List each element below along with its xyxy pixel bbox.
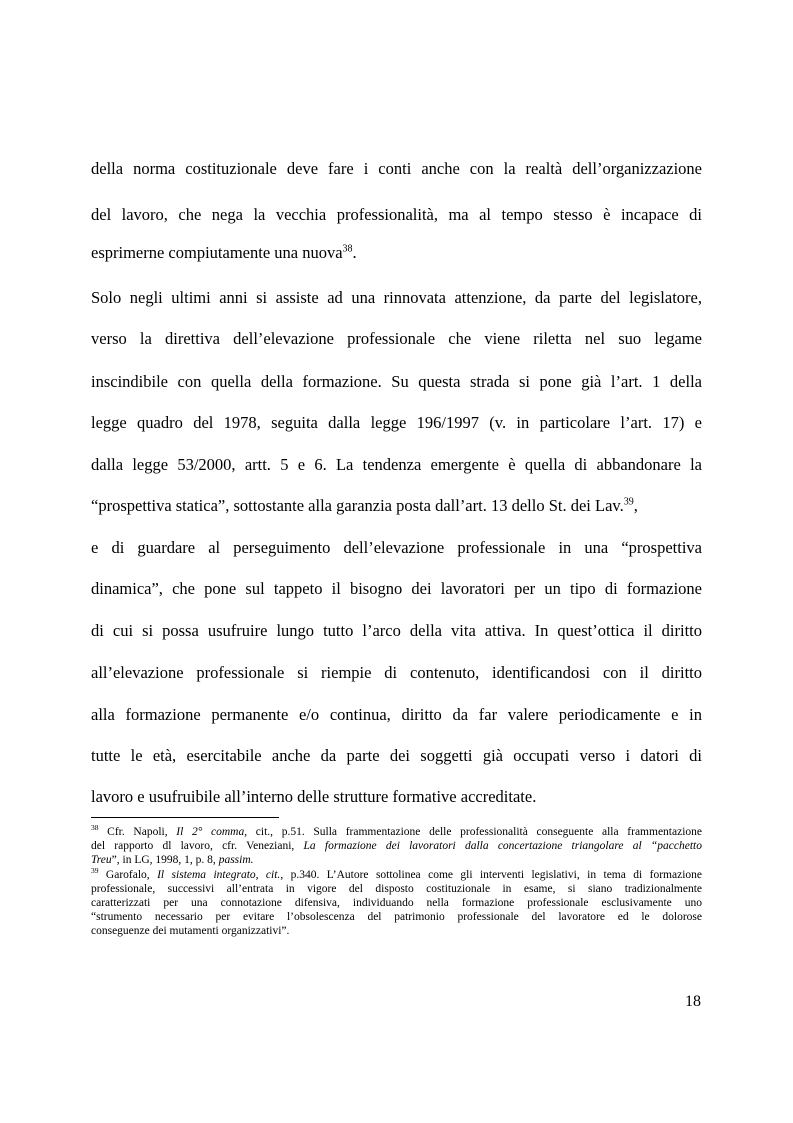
footnote-38-line-3 <box>91 853 702 867</box>
body-line-9 <box>91 496 705 516</box>
footnote-39-line-3: caratterizzati per una connotazione difensiva, individuando nella formazione professionale esclusivamente uno <box>91 897 702 909</box>
body-line-5: verso la direttiva dell’elevazione professionale che viene riletta nel suo legame <box>91 329 702 348</box>
footnote-38-number: 38 <box>91 825 99 833</box>
body-line-16: lavoro e usufruibile all’interno delle strutture formative accreditate. <box>91 787 537 806</box>
body-line-1: della norma costituzionale deve fare i conti anche con la realtà dell’organizzazione <box>91 159 702 178</box>
footnote-separator <box>91 817 279 818</box>
page-number: 18 <box>685 993 701 1010</box>
footnote-38-line-1 <box>91 825 702 839</box>
body-line-2: del lavoro, che nega la vecchia professionalità, ma al tempo stesso è incapace di <box>91 205 702 224</box>
footnote-39-line-1 <box>91 868 702 882</box>
footnote-38-line-2 <box>91 839 702 853</box>
body-line-13: all’elevazione professionale si riempie di contenuto, identificandosi con il diritto <box>91 663 702 682</box>
footnote-ref-38: 38 <box>342 243 353 255</box>
fn39-a2: Il sistema integrato, cit. <box>157 869 281 881</box>
fn38-a3: cit., p.51. Sulla frammentazione delle professionalità conseguente alla frammentazione <box>247 826 702 838</box>
fn38-a2: Il 2° comma, <box>176 826 248 838</box>
fn38-b1: del rapporto dl lavoro, cfr. Veneziani, <box>91 840 304 852</box>
footnote-39-number: 39 <box>91 868 99 876</box>
footnote-39-line-5: conseguenze dei mutamenti organizzativi”. <box>91 925 290 937</box>
footnote-39-line-4: “strumento necessario per evitare l’obsolescenza del patrimonio professionale del lavoratore ed le dolorose <box>91 911 702 923</box>
body-line-4: Solo negli ultimi anni si assiste ad una rinnovata attenzione, da parte del legislatore, <box>91 288 702 307</box>
body-line-10: e di guardare al perseguimento dell’elevazione professionale in una “prospettiva <box>91 538 702 557</box>
body-line-15: tutte le età, esercitabile anche da parte dei soggetti già occupati verso i datori di <box>91 746 702 765</box>
body-line-9-end: , <box>633 496 638 515</box>
fn39-a3: , p.340. L’Autore sottolinea come gli interventi legislativi, in tema di formazione <box>280 869 702 881</box>
body-line-8: dalla legge 53/2000, artt. 5 e 6. La tendenza emergente è quella di abbandonare la <box>91 455 702 474</box>
body-line-6: inscindibile con quella della formazione. Su questa strada si pone già l’art. 1 della <box>91 372 702 391</box>
fn38-b2: La formazione dei lavoratori dalla concertazione triangolare al “pacchetto <box>303 840 702 852</box>
fn38-c2: ”, in LG, 1998, 1, p. 8, <box>111 854 219 866</box>
body-line-14: alla formazione permanente e/o continua, diritto da far valere periodicamente e in <box>91 705 702 724</box>
body-line-7: legge quadro del 1978, seguita dalla legge 196/1997 (v. in particolare l’art. 17) e <box>91 413 702 432</box>
body-line-3 <box>91 243 702 263</box>
footnote-39-line-2: professionale, successivi all’entrata in vigore del disposto costituzionale in esame, si siano tradizionalmente <box>91 883 702 895</box>
fn39-a1: Garofalo, <box>98 869 158 881</box>
fn38-c3: passim. <box>218 854 254 866</box>
body-line-9-text: “prospettiva statica”, sottostante alla garanzia posta dall’art. 13 dello St. dei Lav. <box>91 496 624 515</box>
body-line-3-end: . <box>352 243 357 262</box>
fn38-a1: Cfr. Napoli, <box>98 826 177 838</box>
body-line-11: dinamica”, che pone sul tappeto il bisogno dei lavoratori per un tipo di formazione <box>91 579 702 598</box>
body-line-12: di cui si possa usufruire lungo tutto l’arco della vita attiva. In quest’ottica il diritto <box>91 621 702 640</box>
footnote-ref-39: 39 <box>623 496 634 508</box>
body-line-3-text: esprimerne compiutamente una nuova <box>91 243 343 262</box>
fn38-c1: Treu <box>91 854 112 866</box>
